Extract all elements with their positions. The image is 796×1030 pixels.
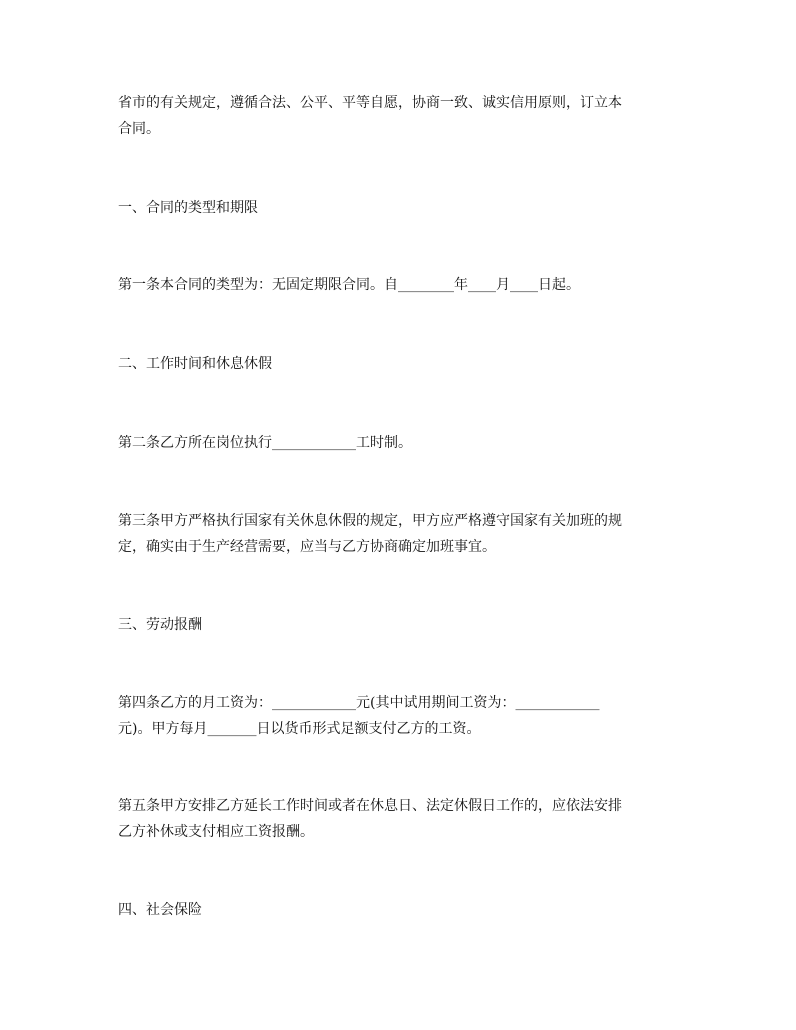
clause-article-5 — [118, 793, 678, 845]
text-line: 第二条乙方所在岗位执行____________工时制。 — [118, 435, 412, 451]
section-heading-remuneration — [118, 612, 678, 638]
text-line: 第三条甲方严格执行国家有关休息休假的规定，甲方应严格遵守国家有关加班的规 — [118, 513, 622, 529]
heading-text: 三、劳动报酬 — [118, 617, 202, 633]
clause-article-3 — [118, 508, 678, 560]
text-line: 第一条本合同的类型为：无固定期限合同。自________年____月____日起。 — [118, 277, 580, 293]
section-heading-social-insurance — [118, 897, 678, 923]
text-line: 元)。甲方每月_______日以货币形式足额支付乙方的工资。 — [118, 721, 481, 737]
section-heading-contract-type — [118, 195, 678, 221]
text-line: 省市的有关规定，遵循合法、公平、平等自愿，协商一致、诚实信用原则，订立本 — [118, 95, 622, 111]
text-line: 第五条甲方安排乙方延长工作时间或者在休息日、法定休假日工作的，应依法安排 — [118, 798, 622, 814]
text-line: 乙方补休或支付相应工资报酬。 — [118, 824, 314, 840]
heading-text: 一、合同的类型和期限 — [118, 200, 258, 216]
text-line: 合同。 — [118, 121, 160, 137]
section-heading-working-hours — [118, 351, 678, 377]
paragraph-preamble-continuation — [118, 90, 678, 142]
clause-article-4 — [118, 690, 678, 742]
text-line: 第四条乙方的月工资为：____________元(其中试用期间工资为：____________ — [118, 695, 600, 711]
heading-text: 二、工作时间和休息休假 — [118, 356, 272, 372]
heading-text: 四、社会保险 — [118, 902, 202, 918]
text-line: 定，确实由于生产经营需要，应当与乙方协商确定加班事宜。 — [118, 539, 496, 555]
clause-article-2 — [118, 430, 678, 456]
clause-article-1 — [118, 272, 678, 298]
